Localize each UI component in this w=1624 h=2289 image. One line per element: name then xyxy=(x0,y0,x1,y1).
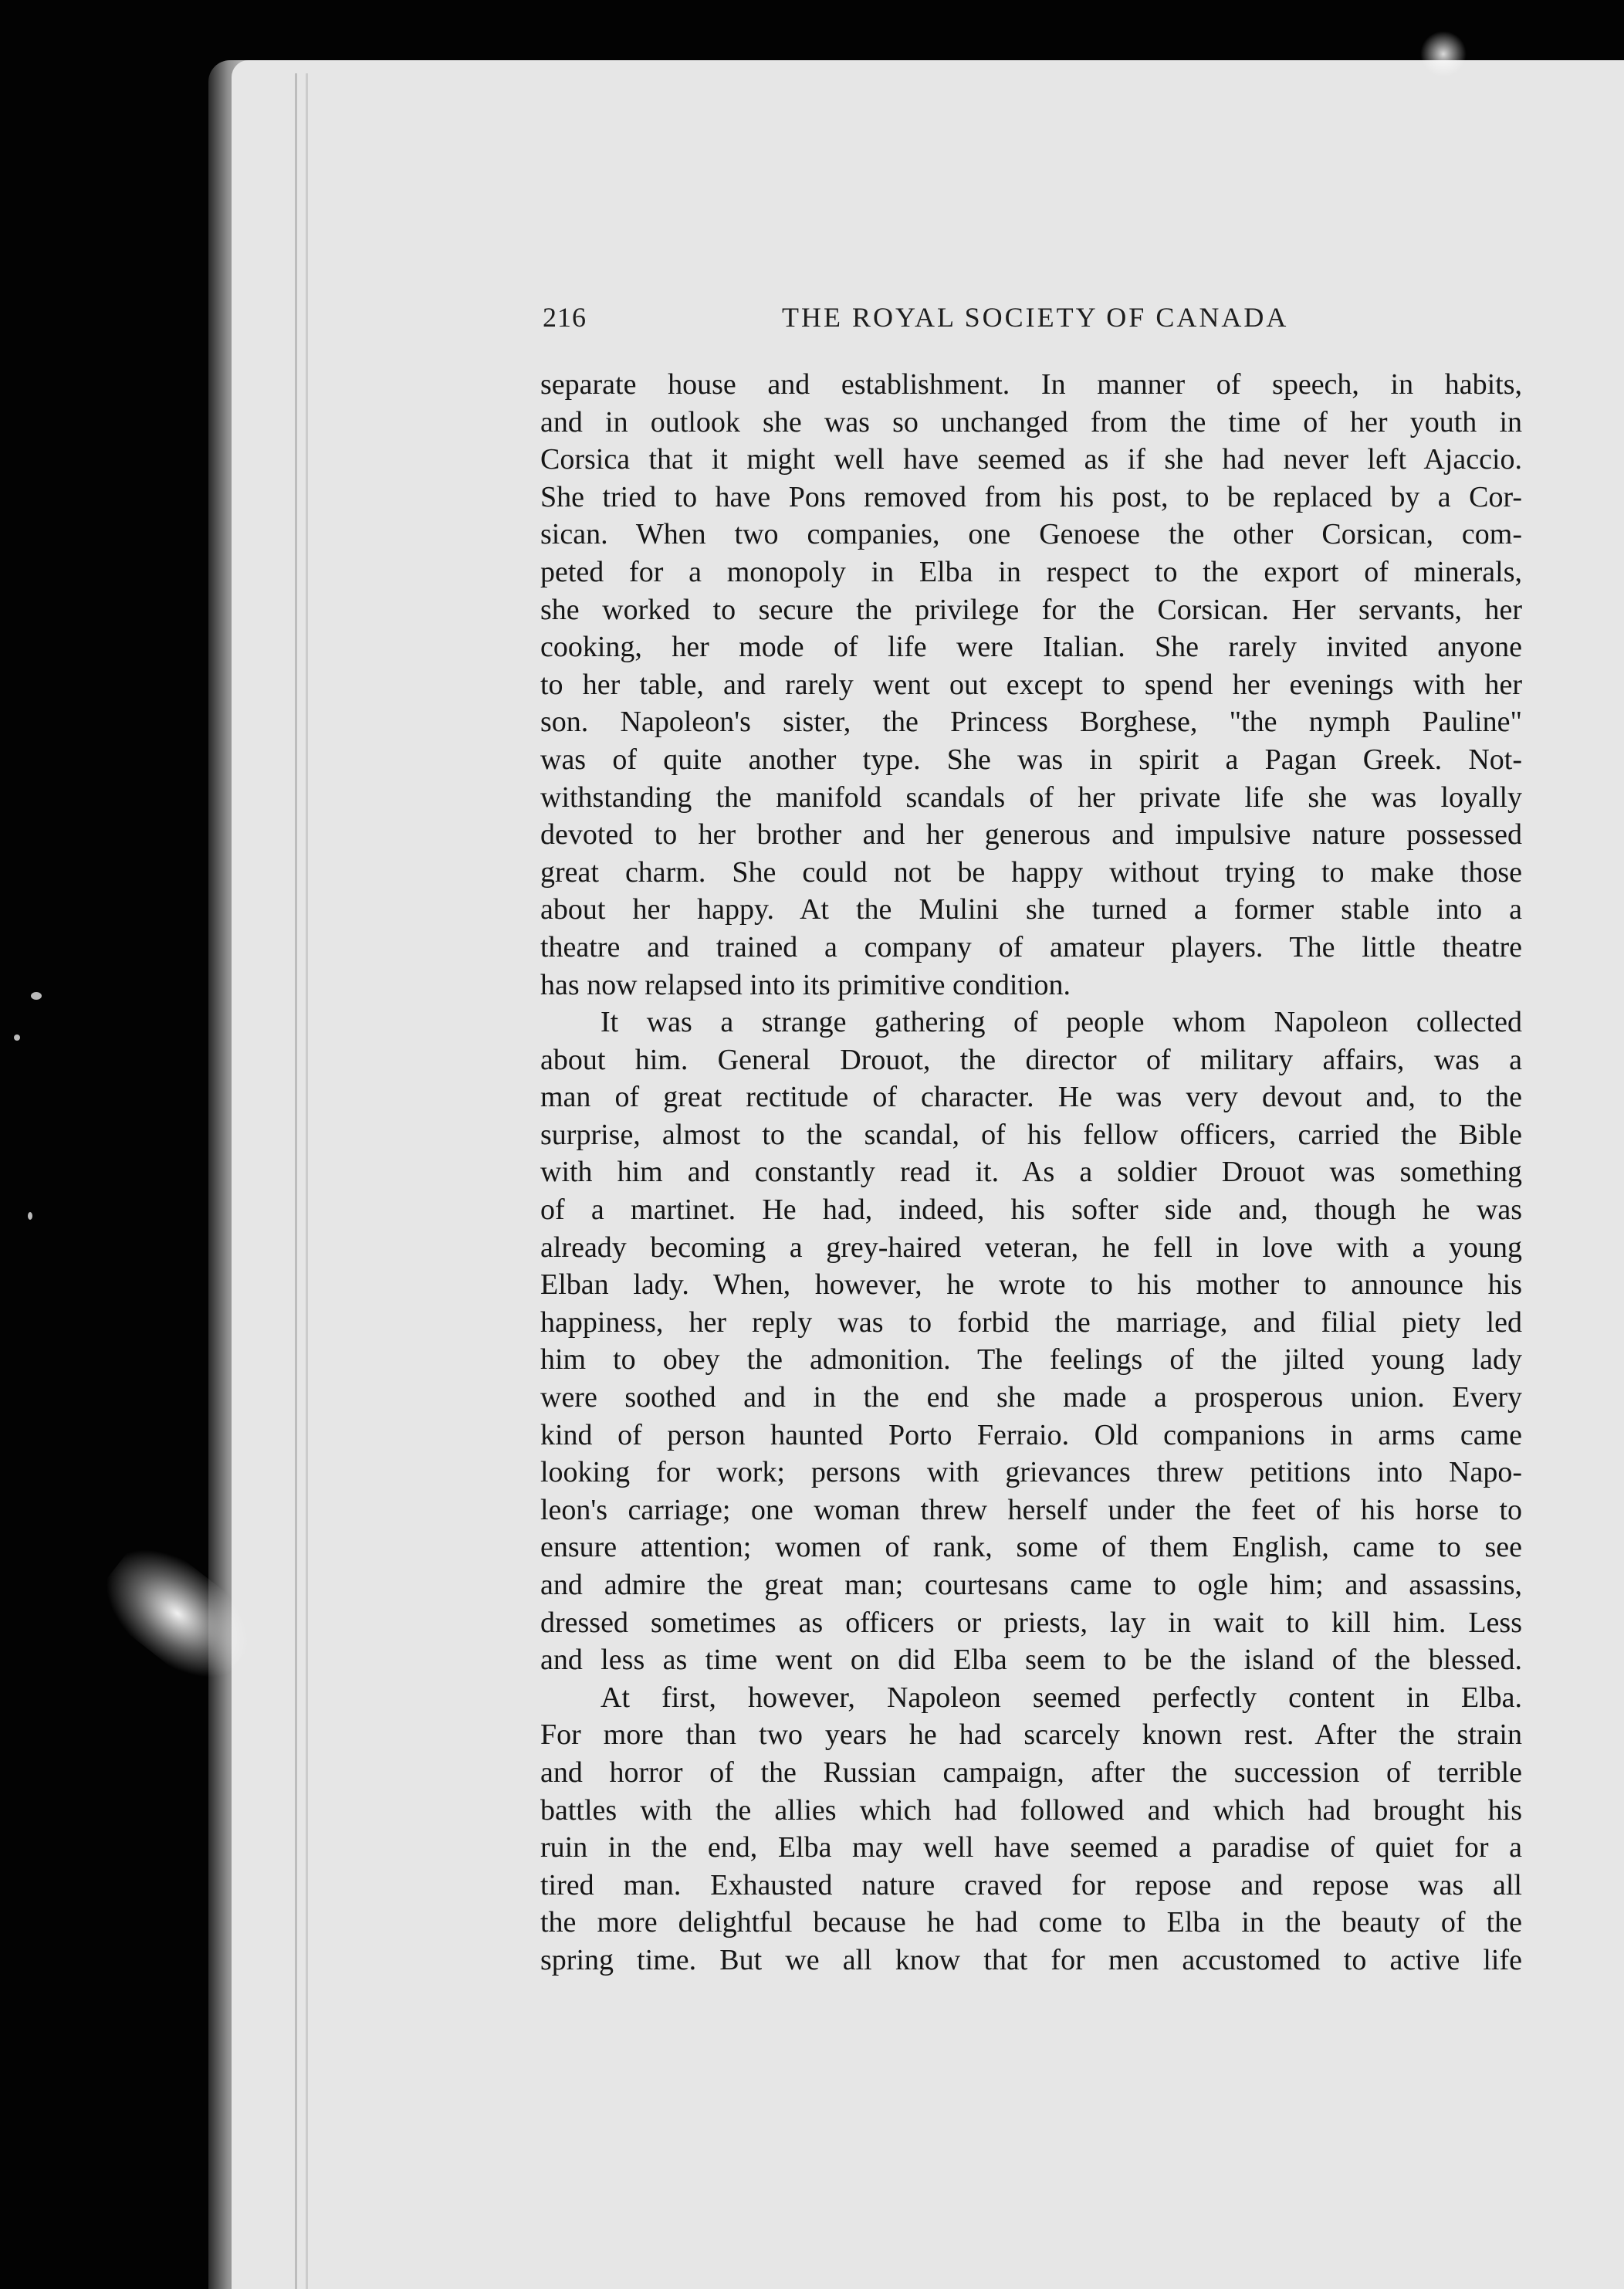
scan-speck xyxy=(31,992,42,1000)
text-line: ruin in the end, Elba may well have seemed a paradise of quiet for a xyxy=(540,1831,1522,1864)
text-line: were soothed and in the end she made a prosperous union. Every xyxy=(540,1381,1522,1414)
running-head: THE ROYAL SOCIETY OF CANADA xyxy=(782,302,1289,333)
page-header xyxy=(543,301,1523,340)
text-line: and horror of the Russian campaign, after the succession of terrible xyxy=(540,1756,1522,1789)
text-line: and admire the great man; courtesans came to ogle him; and assassins, xyxy=(540,1569,1522,1601)
paragraph-end-line: has now relapsed into its primitive condition. xyxy=(540,968,1071,1001)
text-line: withstanding the manifold scandals of her private life she was loyally xyxy=(540,780,1522,814)
text-line: spring time. But we all know that for men accustomed to active life xyxy=(540,1943,1522,1976)
text-line: with him and constantly read it. As a soldier Drouot was something xyxy=(540,1156,1522,1189)
binding-fold-line xyxy=(306,73,308,2289)
text-line: Elban lady. When, however, he wrote to his mother to announce his xyxy=(540,1268,1522,1302)
scan-speck xyxy=(14,1034,20,1041)
text-line: surprise, almost to the scandal, of his fellow officers, carried the Bible xyxy=(540,1118,1522,1151)
light-glare xyxy=(1420,31,1467,77)
text-line: and less as time went on did Elba seem to be the island of the blessed. xyxy=(540,1644,1522,1677)
text-line: man of great rectitude of character. He was very devout and, to the xyxy=(540,1081,1522,1114)
paragraph-start-line: It was a strange gathering of people whom Napoleon collected xyxy=(601,1006,1522,1039)
text-line: cooking, her mode of life were Italian. She rarely invited anyone xyxy=(540,631,1522,664)
text-line: already becoming a grey-haired veteran, he fell in love with a young xyxy=(540,1231,1522,1264)
text-line: She tried to have Pons removed from his post, to be replaced by a Cor- xyxy=(540,480,1522,513)
text-line: him to obey the admonition. The feelings of the jilted young lady xyxy=(540,1343,1522,1376)
text-line: dressed sometimes as officers or priests, lay in wait to kill him. Less xyxy=(540,1606,1522,1639)
text-line: and in outlook she was so unchanged from the time of her youth in xyxy=(540,405,1522,438)
text-line: to her table, and rarely went out except to spend her evenings with her xyxy=(540,668,1522,701)
text-line: looking for work; persons with grievances threw petitions into Napo- xyxy=(540,1456,1522,1489)
text-line: devoted to her brother and her generous and impulsive nature possessed xyxy=(540,818,1522,852)
text-line: theatre and trained a company of amateur players. The little theatre xyxy=(540,930,1522,963)
paragraph-start-line: At first, however, Napoleon seemed perfectly content in Elba. xyxy=(601,1681,1522,1714)
page-number: 216 xyxy=(543,302,587,333)
text-line: son. Napoleon's sister, the Princess Borghese, "the nymph Pauline" xyxy=(540,706,1522,739)
text-line: leon's carriage; one woman threw herself under the feet of his horse to xyxy=(540,1493,1522,1526)
scan-speck xyxy=(28,1212,32,1220)
text-line: of a martinet. He had, indeed, his softer side and, though he was xyxy=(540,1194,1522,1227)
text-line: ensure attention; women of rank, some of them English, came to see xyxy=(540,1531,1522,1564)
text-line: kind of person haunted Porto Ferraio. Old companions in arms came xyxy=(540,1418,1522,1451)
text-line: the more delightful because he had come to Elba in the beauty of the xyxy=(540,1906,1522,1939)
text-line: happiness, her reply was to forbid the marriage, and filial piety led xyxy=(540,1305,1522,1339)
text-line: great charm. She could not be happy without trying to make those xyxy=(540,855,1522,889)
body-text xyxy=(540,366,1522,1979)
text-line: about him. General Drouot, the director of military affairs, was a xyxy=(540,1043,1522,1076)
binding-fold-line xyxy=(295,73,297,2289)
text-line: was of quite another type. She was in spirit a Pagan Greek. Not- xyxy=(540,743,1522,776)
text-line: sican. When two companies, one Genoese the other Corsican, com- xyxy=(540,518,1522,551)
text-line: peted for a monopoly in Elba in respect to the export of minerals, xyxy=(540,555,1522,588)
text-line: For more than two years he had scarcely known rest. After the strain xyxy=(540,1718,1522,1752)
text-line: she worked to secure the privilege for the Corsican. Her servants, her xyxy=(540,593,1522,626)
text-line: tired man. Exhausted nature craved for repose and repose was all xyxy=(540,1868,1522,1901)
text-line: battles with the allies which had followed and which had brought his xyxy=(540,1793,1522,1827)
text-line: Corsica that it might well have seemed as if she had never left Ajaccio. xyxy=(540,443,1522,476)
text-line: about her happy. At the Mulini she turned a former stable into a xyxy=(540,893,1522,926)
text-line: separate house and establishment. In manner of speech, in habits, xyxy=(540,368,1522,401)
